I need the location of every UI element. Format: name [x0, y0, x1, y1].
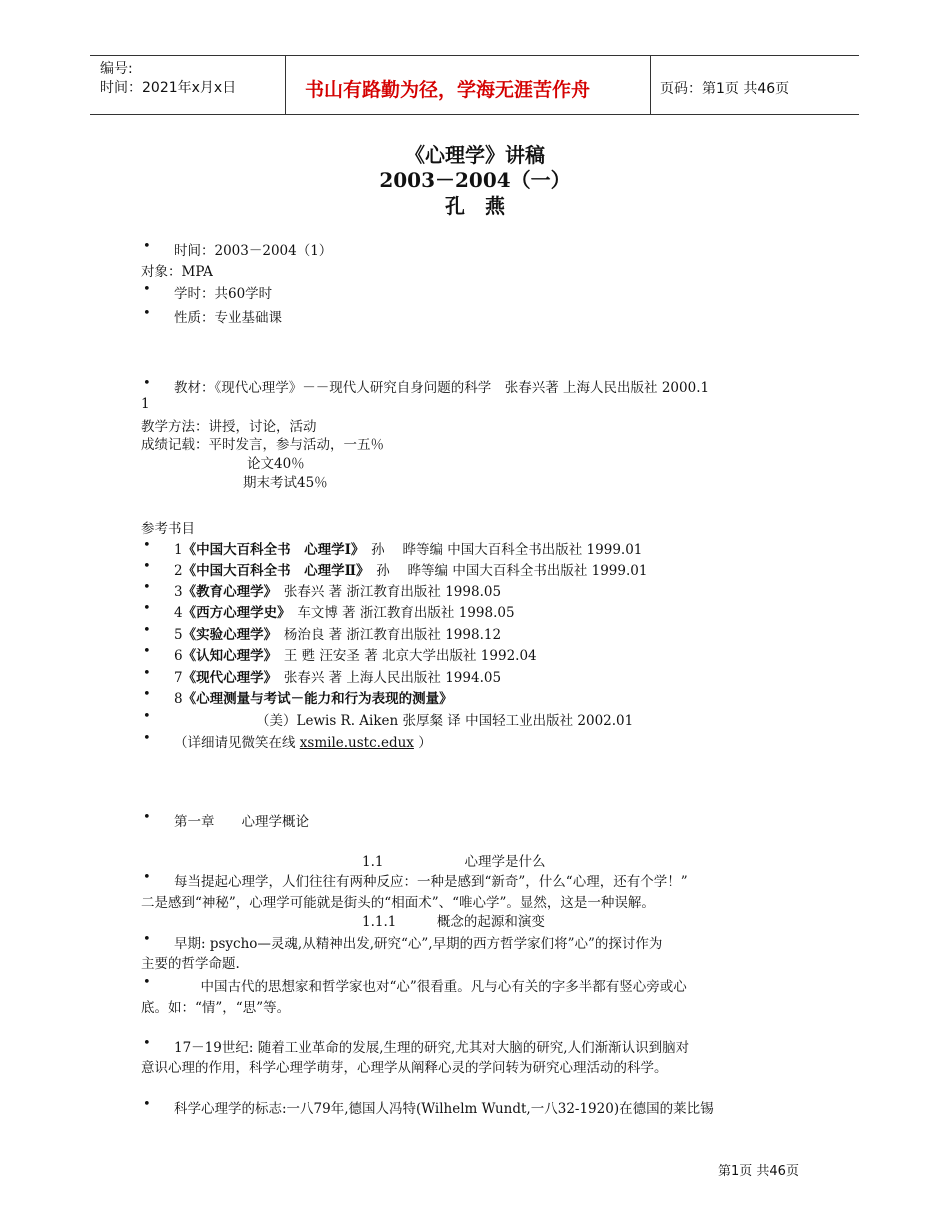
- info-grading-paper: 论文40％: [247, 456, 305, 472]
- paragraph-line: 底。如：“情”，“思”等。: [141, 1000, 291, 1016]
- info-textbook: 教材：《现代心理学》－－现代人研究自身问题的科学 张春兴著 上海人民出版社 2000.1: [174, 380, 710, 396]
- reference-title: 《实验心理学》: [182, 627, 271, 643]
- bullet: •: [143, 239, 151, 254]
- bullet: •: [143, 1036, 151, 1051]
- bullet: •: [143, 687, 151, 702]
- info-time: 时间：2003－2004（1）: [174, 243, 333, 259]
- reference-num: 8: [174, 691, 183, 707]
- reference-num: 1: [174, 542, 183, 558]
- info-textbook-cont: 1: [141, 396, 150, 412]
- reference-title: 《中国大百科全书 心理学Ⅰ》: [182, 542, 358, 558]
- header-divider: [650, 56, 651, 114]
- paragraph-line: 中国古代的思想家和哲学家也对“心”很看重。凡与心有关的字多半都有竖心旁或心: [160, 979, 687, 995]
- bullet: •: [143, 709, 151, 724]
- bullet: •: [143, 306, 151, 321]
- reference-title: 《现代心理学》: [182, 670, 271, 686]
- header-number-label: 编号:: [100, 61, 133, 77]
- reference-num: 2: [174, 563, 183, 579]
- reference-num: 6: [174, 648, 183, 664]
- reference-details: 杨治良 著 浙江教育出版社 1998.12: [270, 627, 502, 643]
- header-page-label: 页码：第1页 共46页: [660, 81, 790, 97]
- paragraph-line: 主要的哲学命题.: [141, 956, 240, 972]
- paragraph-line: 17－19世纪: 随着工业革命的发展,生理的研究,尤其对大脑的研究,人们渐渐认识到脑对: [174, 1040, 690, 1056]
- paragraph-line: 早期: psycho—灵魂,从精神出发,研究“心”,早期的西方哲学家们将”心”的探讨作为: [174, 936, 663, 952]
- header-divider: [285, 56, 286, 114]
- info-hours: 学时：共60学时: [174, 286, 273, 302]
- bullet: •: [143, 731, 151, 746]
- paragraph-line: 意识心理的作用，科学心理学萌芽，心理学从阐释心灵的学问转为研究心理活动的科学。: [141, 1060, 668, 1076]
- reference-item: [174, 601, 515, 621]
- bullet: •: [143, 932, 151, 947]
- info-nature: 性质：专业基础课: [174, 310, 282, 326]
- bullet: •: [143, 870, 151, 885]
- info-grading-exam: 期末考试45％: [243, 475, 328, 491]
- reference-item: [174, 580, 501, 600]
- reference-num: 3: [174, 584, 183, 600]
- bullet: •: [143, 1097, 151, 1112]
- reference-title: 《教育心理学》: [182, 584, 271, 600]
- chapter-heading: 第一章 心理学概论: [174, 814, 309, 830]
- reference-item: [174, 666, 501, 686]
- detail-suffix: ）: [413, 735, 432, 751]
- reference-item: [174, 623, 501, 643]
- paragraph-line: 二是感到“神秘”，心理学可能就是街头的“相面术”、“唯心学”。显然，这是一种误解。: [141, 895, 655, 911]
- header-top-rule: [90, 55, 859, 56]
- detail-link[interactable]: xsmile.ustc.edux: [299, 735, 414, 751]
- info-method: 教学方法：讲授，讨论，活动: [141, 419, 317, 435]
- bullet: •: [143, 666, 151, 681]
- header-motto: 书山有路勤为径，学海无涯苦作舟: [305, 79, 591, 101]
- reference-title: 《西方心理学史》: [182, 605, 284, 621]
- doc-author: 孔 燕: [445, 194, 505, 218]
- reference-detail-note: [174, 731, 432, 751]
- bullet: •: [143, 975, 151, 990]
- subsection-heading: 1.1.1 概念的起源和演变: [362, 914, 545, 930]
- reference-title: 《中国大百科全书 心理学Ⅱ》: [182, 563, 363, 579]
- reference-item: [174, 538, 642, 558]
- doc-title: 《心理学》讲稿: [405, 143, 545, 167]
- bullet: •: [143, 601, 151, 616]
- reference-details: 孙 晔等编 中国大百科全书出版社 1999.01: [357, 542, 643, 558]
- paragraph-line: 每当提起心理学，人们往往有两种反应：一种是感到“新奇”，什么“心理，还有个学！”: [174, 874, 688, 890]
- references-heading: 参考书目: [141, 521, 195, 537]
- reference-item-cont: （美）Lewis R. Aiken 张厚粲 译 中国轻工业出版社 2002.01: [256, 713, 634, 729]
- bullet: •: [143, 810, 151, 825]
- header-bottom-rule: [90, 114, 859, 115]
- section-heading: 1.1 心理学是什么: [362, 854, 546, 870]
- paragraph-line: 科学心理学的标志:一八79年,德国人冯特(Wilhelm Wundt,一八32-1920)在德国的莱比锡: [174, 1101, 714, 1117]
- reference-details: 王 甦 汪安圣 著 北京大学出版社 1992.04: [270, 648, 537, 664]
- info-grading: 成绩记载：平时发言，参与活动，一五％: [141, 437, 384, 453]
- reference-details: 车文博 著 浙江教育出版社 1998.05: [283, 605, 515, 621]
- info-target: 对象：MPA: [141, 264, 213, 280]
- reference-num: 4: [174, 605, 183, 621]
- bullet: •: [143, 559, 151, 574]
- reference-item: [174, 559, 647, 579]
- reference-title: 《心理测量与考试－能力和行为表现的测量》: [182, 691, 453, 707]
- footer-page-number: 第1页 共46页: [718, 1164, 799, 1179]
- bullet: •: [143, 538, 151, 553]
- reference-num: 7: [174, 670, 183, 686]
- doc-subtitle: 2003－2004（一）: [379, 168, 571, 192]
- detail-prefix: （详细请见微笑在线: [174, 735, 300, 751]
- reference-details: 孙 晔等编 中国大百科全书出版社 1999.01: [362, 563, 648, 579]
- reference-details: 张春兴 著 上海人民出版社 1994.05: [270, 670, 502, 686]
- reference-item: [174, 687, 453, 707]
- bullet: •: [143, 580, 151, 595]
- bullet: •: [143, 623, 151, 638]
- reference-item: [174, 644, 537, 664]
- reference-num: 5: [174, 627, 183, 643]
- reference-title: 《认知心理学》: [182, 648, 271, 664]
- header-time-label: 时间：2021年x月x日: [100, 80, 237, 96]
- bullet: •: [143, 282, 151, 297]
- bullet: •: [143, 644, 151, 659]
- reference-details: 张春兴 著 浙江教育出版社 1998.05: [270, 584, 502, 600]
- bullet: •: [143, 376, 151, 391]
